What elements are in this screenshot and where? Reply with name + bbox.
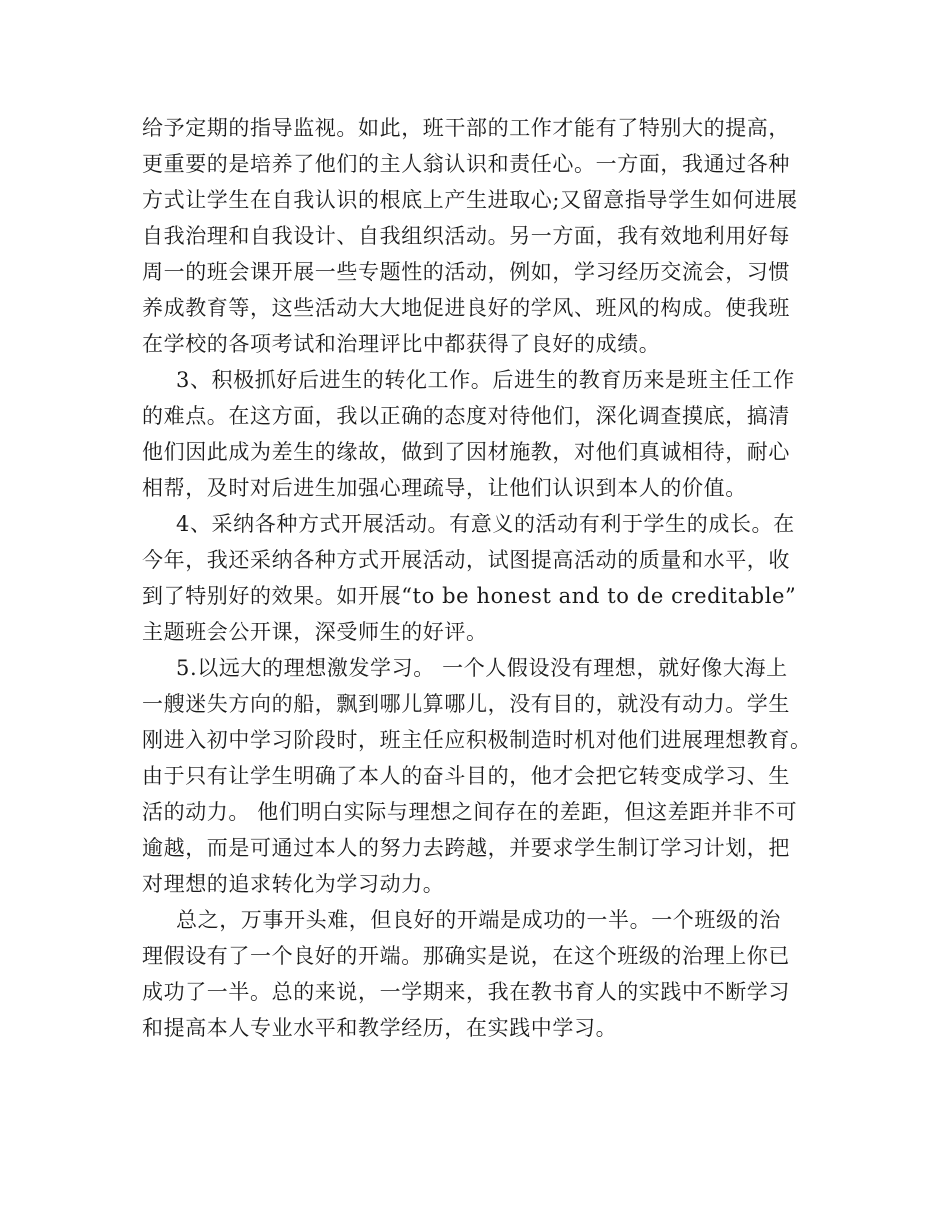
text-line: 和提高本人专业水平和教学经历，在实践中学习。 xyxy=(142,1016,618,1040)
text-line: 对理想的追求转化为学习动力。 xyxy=(142,872,445,896)
text-line: 自我治理和自我设计、自我组织活动。另一方面，我有效地利用好每 xyxy=(142,224,790,248)
body-text xyxy=(142,110,842,1046)
text-line: 养成教育等，这些活动大大地促进良好的学风、班风的构成。使我班 xyxy=(142,296,790,320)
text-line: 到了特别好的效果。如开展“to be honest and to de creditable” xyxy=(142,584,797,608)
text-line: 更重要的是培养了他们的主人翁认识和责任心。一方面，我通过各种 xyxy=(142,152,790,176)
text-line: 一艘迷失方向的船，飘到哪儿算哪儿，没有目的，就没有动力。学生 xyxy=(142,692,790,716)
text-line: 的难点。在这方面，我以正确的态度对待他们，深化调查摸底，搞清 xyxy=(142,404,790,428)
text-line: 在学校的各项考试和治理评比中都获得了良好的成绩。 xyxy=(142,332,661,356)
text-line: 今年，我还采纳各种方式开展活动，试图提高活动的质量和水平，收 xyxy=(142,548,790,572)
text-line: 逾越，而是可通过本人的努力去跨越，并要求学生制订学习计划，把 xyxy=(142,836,790,860)
text-line: 活的动力。 他们明白实际与理想之间存在的差距，但这差距并非不可 xyxy=(142,800,798,824)
text-line: 理假设有了一个良好的开端。那确实是说，在这个班级的治理上你已 xyxy=(142,944,790,968)
text-line: 成功了一半。总的来说，一学期来，我在教书育人的实践中不断学习 xyxy=(142,980,790,1004)
paragraph-first-line: 总之，万事开头难，但良好的开端是成功的一半。一个班级的治 xyxy=(176,908,781,932)
text-line: 周一的班会课开展一些专题性的活动，例如，学习经历交流会，习惯 xyxy=(142,260,790,284)
paragraph-first-line: 4、采纳各种方式开展活动。有意义的活动有利于学生的成长。在 xyxy=(176,512,795,536)
text-line: 相帮，及时对后进生加强心理疏导，让他们认识到本人的价值。 xyxy=(142,476,747,500)
paragraph-first-line: 5.以远大的理想激发学习。 一个人假设没有理想，就好像大海上 xyxy=(176,656,788,680)
paragraph-first-line: 3、积极抓好后进生的转化工作。后进生的教育历来是班主任工作 xyxy=(176,368,795,392)
text-line: 刚进入初中学习阶段时，班主任应积极制造时机对他们进展理想教育。 xyxy=(142,728,812,752)
text-line: 由于只有让学生明确了本人的奋斗目的，他才会把它转变成学习、生 xyxy=(142,764,790,788)
text-line: 他们因此成为差生的缘故，做到了因材施教，对他们真诚相待，耐心 xyxy=(142,440,790,464)
text-line: 主题班会公开课，深受师生的好评。 xyxy=(142,620,488,644)
text-line: 方式让学生在自我认识的根底上产生进取心;又留意指导学生如何进展 xyxy=(142,188,798,212)
text-line: 给予定期的指导监视。如此，班干部的工作才能有了特别大的提高， xyxy=(142,116,790,140)
